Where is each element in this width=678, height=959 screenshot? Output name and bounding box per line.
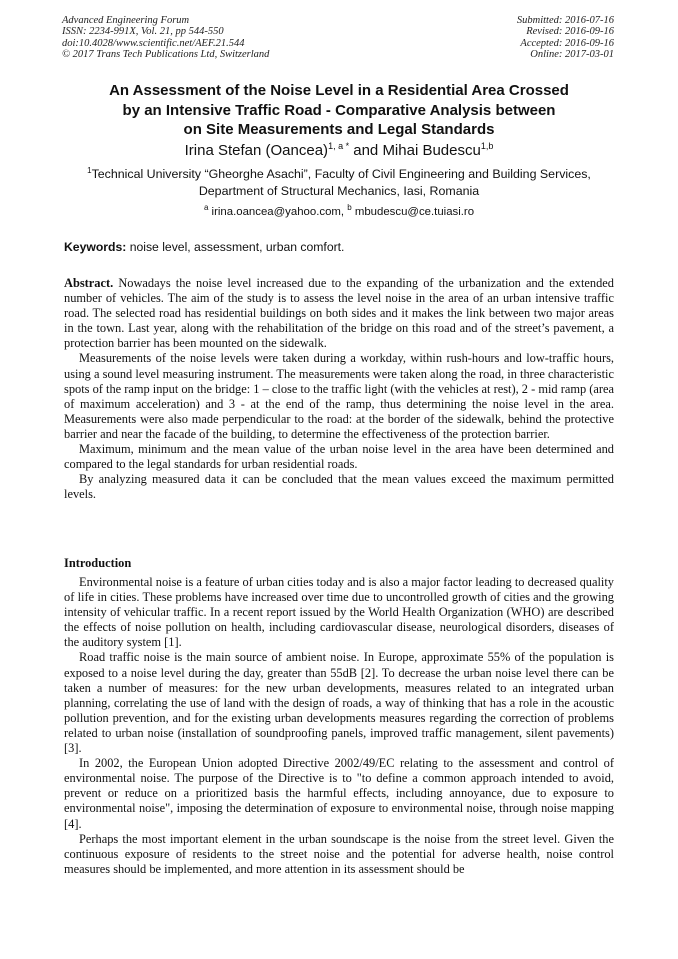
author-1-superscript: 1, a *: [328, 141, 350, 151]
date-submitted: Submitted: 2016-07-16: [516, 15, 614, 26]
date-revised: Revised: 2016-09-16: [526, 26, 614, 38]
author-emails: [40, 204, 638, 221]
abstract-paragraph-3: Maximum, minimum and the mean value of the urban noise level in the area have been determined and compared to the legal standards for urban residential roads.: [64, 442, 614, 472]
journal-doi: doi:10.4028/www.scientific.net/AEF.21.544: [62, 37, 245, 49]
date-accepted: Accepted: 2016-09-16: [520, 37, 614, 49]
title-line-2: by an Intensive Traffic Road - Comparative Analysis between: [122, 101, 556, 119]
dates-header: [517, 15, 614, 60]
affiliation-superscript: 1: [87, 166, 92, 175]
abstract-paragraph-2: Measurements of the noise levels were taken during a workday, within rush-hours and low-traffic hours, using a sound level measuring instrument. The measurements were taken along the road, in three characteristic spots of the ramp input on the bridge: 1 – close to the traffic light (with the vehicles at rest), 2 - mid ramp (area of maximum acceleration) and 3 - at the end of the ramp, thus determining the noise level in the area. Measurements were also made perpendicular to the road: at the border of the sidewalk, behind the protective barrier and near the facade of the building, to determine the effectiveness of the protection barrier.: [64, 351, 614, 441]
title-line-1: An Assessment of the Noise Level in a Residential Area Crossed: [109, 82, 569, 99]
journal-copyright: © 2017 Trans Tech Publications Ltd, Switzerland: [62, 48, 270, 60]
email-b-superscript: b: [347, 203, 352, 212]
keywords: [64, 239, 344, 255]
affiliation: [40, 166, 638, 200]
keywords-text: noise level, assessment, urban comfort.: [126, 240, 345, 254]
abstract-paragraph-4: By analyzing measured data it can be concluded that the mean values exceed the maximum permitted levels.: [64, 472, 614, 502]
keywords-label: Keywords:: [64, 240, 127, 254]
email-a: irina.oancea@yahoo.com,: [208, 206, 348, 218]
journal-issn: ISSN: 2234-991X, Vol. 21, pp 544-550: [62, 26, 224, 38]
author-1: Irina Stefan (Oancea): [184, 142, 329, 159]
author-list: [40, 141, 638, 161]
intro-paragraph-3: In 2002, the European Union adopted Directive 2002/49/EC relating to the assessment and control of environmental noise. The purpose of the Directive is to "to define a common approach intended to avoid, prevent or reduce on a prioritized basis the harmful effects, including annoyance, due to exposure to environmental noise", imposing the determination of exposure to environmental noise, through noise mapping [4].: [64, 756, 614, 831]
abstract-label: Abstract.: [64, 276, 114, 290]
intro-paragraph-1: Environmental noise is a feature of urban cities today and is also a major factor leading to decreased quality of life in cities. These problems have increased over time due to uncontrolled growth of cities and the growing intensity of vehicular traffic. In a recent report issued by the World Health Organization (WHO) are described the effects of noise pollution on health, including cardiovascular disease, neurological disorders, diseases of the auditory system [1].: [64, 575, 614, 650]
paper-title: [40, 81, 638, 140]
email-b: mbudescu@ce.tuiasi.ro: [351, 206, 475, 218]
journal-header: [62, 15, 269, 60]
abstract-paragraph-1: Abstract. Nowadays the noise level increased due to the expanding of the urbanization and the extended number of vehicles. The aim of the study is to assess the level noise in the area of an urban intensive traffic road. The selected road has residential buildings on both sides and it makes the link between two major areas in the town. Last year, along with the rehabilitation of the bridge on this road and of the street’s pavement, a protection barrier has been mounted on the sidewalk.: [64, 276, 614, 351]
introduction-body: [64, 575, 614, 877]
journal-name: Advanced Engineering Forum: [62, 15, 190, 26]
date-online: Online: 2017-03-01: [530, 48, 614, 60]
email-a-superscript: a: [203, 203, 209, 212]
title-line-3: on Site Measurements and Legal Standards: [183, 121, 495, 138]
author-2-superscript: 1,b: [480, 141, 494, 151]
affiliation-line-1: Technical University “Gheorghe Asachi”, Faculty of Civil Engineering and Building Services,: [91, 167, 591, 181]
author-2: and Mihai Budescu: [349, 142, 481, 159]
intro-paragraph-2: Road traffic noise is the main source of ambient noise. In Europe, approximate 55% of the population is exposed to a noise level during the day, greater than 55dB [2]. To decrease the urban noise level there can be taken a number of measures: for the new urban developments, measures related to an integrated urban planning, correlating the use of land with the design of roads, a way of thinking that has a role in the acoustic pollution prevention, and for the existing urban developments measures regarding the correction of problems related to urban noise (installation of soundproofing panels, improved traffic management, silent pavements) [3].: [64, 650, 614, 756]
intro-paragraph-4: Perhaps the most important element in the urban soundscape is the noise from the street level. Given the continuous exposure of residents to the street noise and the potential for adverse health, noise control measures should be implemented, and more attention in its assessment should be: [64, 831, 614, 876]
affiliation-line-2: Department of Structural Mechanics, Iasi, Romania: [198, 184, 480, 198]
section-heading-introduction: Introduction: [64, 556, 132, 570]
abstract: [64, 276, 614, 502]
